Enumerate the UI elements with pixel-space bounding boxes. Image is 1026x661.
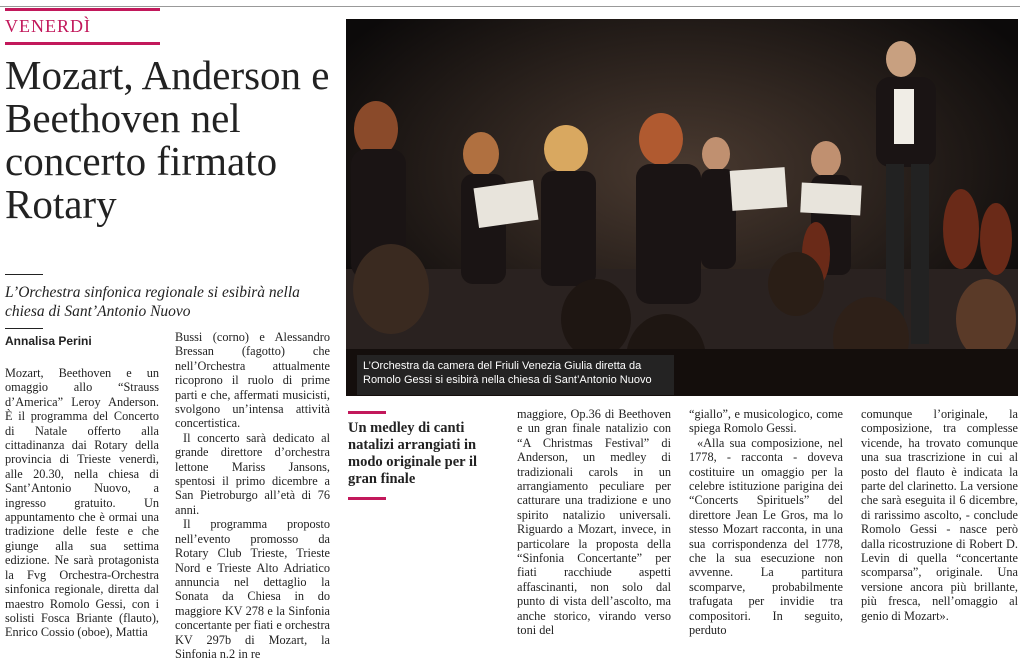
pullquote-rule-top	[348, 411, 386, 414]
photo-caption: L’Orchestra da camera del Friuli Venezia Giulia diretta da Romolo Gessi si esibirà nella chiesa di Sant’Antonio Nuovo	[357, 355, 674, 395]
byline: Annalisa Perini	[5, 334, 92, 348]
subhead-rule	[5, 274, 43, 275]
article-paragraph: comunque l’originale, la composizione, tra complesse vicende, ha trovato comunque una sua trascrizione in cui al posto del flauto è indicata la parte del clarinetto. La versione che sarà eseguita il 6 dicembre, di rarissimo ascolto, - conclude Romolo Gessi - nasce però dalla ricostruzione di Robert D. Levin di quella “concertante scomparsa”, originale. Una versione ancora più brillante, più fresca, nell’omaggio al genio di Mozart».	[861, 407, 1018, 623]
article-column-2	[175, 330, 330, 661]
article-paragraph: Bussi (corno) e Alessandro Bressan (fagotto) che nell’Orchestra attualmente ricoprono il ruolo di prime parti e che, affermati musicisti, svolgono un’intensa attività concertistica.	[175, 330, 330, 431]
article-paragraph: “giallo”, e musicologico, come spiega Romolo Gessi.	[689, 407, 843, 436]
orchestra-illustration	[346, 19, 1018, 396]
section-rule-bottom	[5, 42, 160, 45]
section-rule-top	[5, 8, 160, 11]
section-label: VENERDÌ	[5, 16, 91, 36]
article-paragraph: Il concerto sarà dedicato al grande direttore d’orchestra lettone Mariss Jansons, spentosi il primo dicembre a San Pietroburgo all’età di 76 anni.	[175, 430, 330, 517]
article-column-3	[517, 407, 671, 638]
top-rule	[0, 6, 1020, 7]
article-column-1	[5, 366, 159, 640]
article-paragraph: Mozart, Beethoven e un omaggio allo “Strauss d’America” Leroy Anderson. È il programma del Concerto di Natale offerto alla cittadinanza dai Rotary della provincia di Trieste venerdì, alle 20.30, nella chiesa di Sant’Antonio Nuovo, a ingresso gratuito. Un appuntamento che è ormai una tradizione delle feste e che giunge alla sua settima edizione. Ne sarà protagonista la Fvg Orchestra-Orchestra sinfonica regionale, diretta dal maestro Romolo Gessi, con i solisti Fosca Briante (flauto), Enrico Cossio (oboe), Mattia	[5, 366, 159, 640]
pullquote-rule-bottom	[348, 497, 386, 500]
article-column-4	[689, 407, 843, 638]
article-paragraph: «Alla sua composizione, nel 1778, - racconta - doveva costituire un omaggio per la celebre istituzione parigina dei “Concerts Spirituels” del direttore Jean Le Gros, ma lo stesso Mozart racconta, in una sua corrispondenza del 1778, che la sua esecuzione non avvenne. La partitura scomparve, probabilmente trafugata per invidie tra compositori. In seguito, perduto	[689, 435, 843, 638]
concert-photo	[346, 19, 1018, 396]
article-column-5	[861, 407, 1018, 623]
subhead: L’Orchestra sinfonica regionale si esibirà nella chiesa di Sant’Antonio Nuovo	[5, 284, 300, 320]
article-paragraph: maggiore, Op.36 di Beethoven e un gran finale natalizio con “A Christmas Festival” di Anderson, un medley di tradizionali carols in un arrangiamento peculiare per catturare una tradizione e uno spirito natalizio universali. Riguardo a Mozart, invece, in particolare la proposta della “Sinfonia Concertante” per fiati racchiude aspetti affascinanti, non solo dal punto di vista dell’ascolto, ma anche storico, virando verso toni del	[517, 407, 671, 638]
headline: Mozart, Anderson e Beethoven nel concerto firmato Rotary	[5, 52, 330, 227]
article-paragraph: Il programma proposto nell’evento promosso da Rotary Club Trieste, Trieste Nord e Trieste Alto Adriatico annuncia nel dettaglio la Sonata da Chiesa in do maggiore KV 278 e la Sinfonia concertante per fiati e orchestra KV 297b di Mozart, la Sinfonia n.2 in re	[175, 517, 330, 661]
pullquote: Un medley di canti natalizi arrangiati in modo originale per il gran finale	[348, 420, 478, 487]
byline-rule	[5, 328, 43, 329]
